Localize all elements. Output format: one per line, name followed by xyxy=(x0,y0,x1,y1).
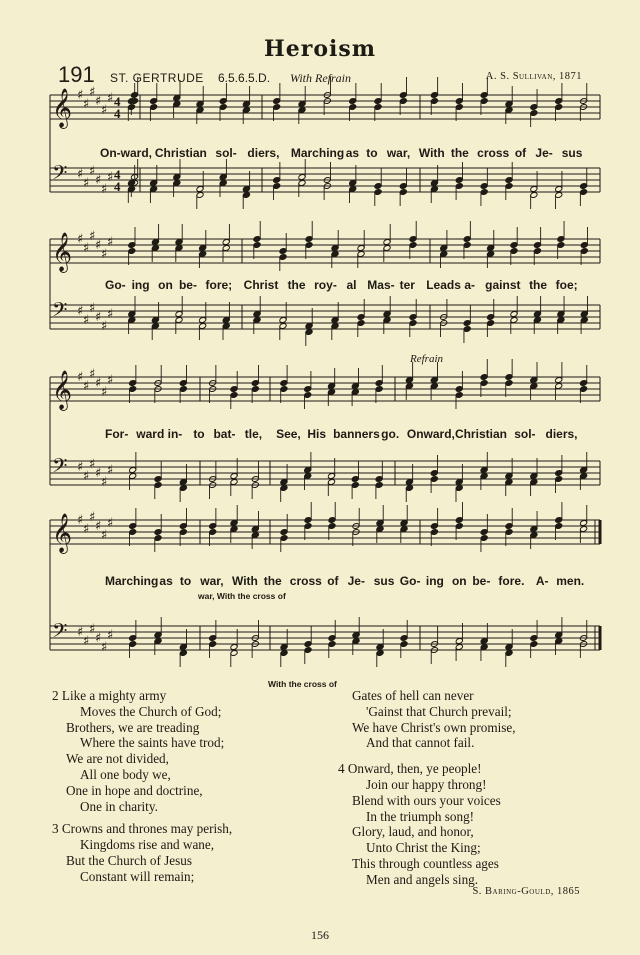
sharp-icon: ♯ xyxy=(77,88,84,103)
lyric-syllable: On-ward, xyxy=(100,146,153,160)
lyric-syllable: Je- xyxy=(347,574,365,588)
sharp-icon: ♯ xyxy=(101,319,108,334)
sharp-icon: ♯ xyxy=(89,622,96,637)
stanza xyxy=(52,688,232,814)
sharp-icon: ♯ xyxy=(107,307,114,322)
sharp-icon: ♯ xyxy=(107,463,114,478)
sharp-icon: ♯ xyxy=(77,232,84,247)
sharp-icon: ♯ xyxy=(101,385,108,400)
sharp-icon: ♯ xyxy=(101,247,108,262)
lyric-syllable: Leads xyxy=(426,278,461,292)
time-signature-top: 4 xyxy=(114,94,121,109)
lyric-syllable: the xyxy=(450,146,469,160)
sharp-icon: ♯ xyxy=(101,182,108,197)
stanza xyxy=(352,688,516,751)
lyric-syllable: roy- xyxy=(314,278,337,292)
lyric-syllable: Christian xyxy=(454,427,507,441)
lyric-syllable: sol- xyxy=(215,146,237,160)
lyric-syllable: ing xyxy=(131,278,150,292)
lyric-syllable: war, xyxy=(200,574,224,588)
verse-line: Men and angels sing. xyxy=(366,871,479,887)
lyric-syllable: of xyxy=(514,146,527,160)
hymn-number: 191 xyxy=(58,62,95,87)
lyric-syllable: Mas- xyxy=(367,278,395,292)
lyric-syllable: Christian xyxy=(154,146,207,160)
lyric-syllable: cross xyxy=(477,146,510,160)
lyric-line xyxy=(105,427,578,441)
verse-line: 4 Onward, then, ye people! xyxy=(338,761,482,777)
verse-line: But the Church of Jesus xyxy=(66,852,193,868)
tune-name: ST. GERTRUDE xyxy=(110,71,204,85)
lyric-syllable: banners xyxy=(333,427,380,441)
sharp-icon: ♯ xyxy=(95,631,102,646)
lyric-syllable: be- xyxy=(178,278,197,292)
verses-left-column xyxy=(52,688,233,890)
bass-clef-icon: 𝄢 xyxy=(52,298,68,326)
verse-line: In the triumph song! xyxy=(366,808,475,824)
refrain-note: With Refrain xyxy=(290,71,351,85)
lyric-syllable: to xyxy=(193,427,205,441)
lyric-syllable: the xyxy=(529,278,548,292)
sharp-icon: ♯ xyxy=(83,97,90,112)
sharp-icon: ♯ xyxy=(83,634,90,649)
sharp-icon: ♯ xyxy=(77,460,84,475)
lyric-syllable: ward xyxy=(136,427,165,441)
bass-cue-lyric: With the cross of xyxy=(268,679,337,689)
verse-line: Glory, laud, and honor, xyxy=(352,824,474,840)
verse-line: All one body we, xyxy=(80,766,171,782)
sharp-icon: ♯ xyxy=(95,519,102,534)
lyric-syllable: A- xyxy=(535,574,549,588)
verse-line: 2 Like a mighty army xyxy=(52,688,167,703)
lyric-syllable: Marching xyxy=(105,574,159,588)
lyric-syllable: as xyxy=(159,574,173,588)
sharp-icon: ♯ xyxy=(95,173,102,188)
sharp-icon: ♯ xyxy=(101,640,108,655)
lyric-line xyxy=(100,146,583,160)
sharp-icon: ♯ xyxy=(89,85,96,100)
lyric-syllable: ing xyxy=(425,574,444,588)
sharp-icon: ♯ xyxy=(101,475,108,490)
sharp-icon: ♯ xyxy=(83,176,90,191)
sharp-icon: ♯ xyxy=(83,469,90,484)
author-credit: S. Baring-Gould, 1865 xyxy=(472,886,580,897)
sharp-icon: ♯ xyxy=(95,238,102,253)
sharp-icon: ♯ xyxy=(95,310,102,325)
lyric-syllable: of xyxy=(327,574,339,588)
lyric-syllable: ter xyxy=(399,278,415,292)
page-number: 156 xyxy=(311,928,329,942)
sharp-icon: ♯ xyxy=(107,170,114,185)
refrain-label: Refrain xyxy=(410,353,443,365)
lyric-syllable: to xyxy=(179,574,192,588)
lyric-syllable: sol- xyxy=(514,427,536,441)
lyric-syllable: be- xyxy=(472,574,491,588)
verse-line: Constant will remain; xyxy=(80,868,195,884)
verse-line: Kingdoms rise and wane, xyxy=(80,837,215,853)
verse-line: And that cannot fail. xyxy=(366,735,475,751)
sharp-icon: ♯ xyxy=(89,367,96,382)
bass-clef-icon: 𝄢 xyxy=(52,161,68,189)
lyric-syllable: bat- xyxy=(213,427,236,441)
lyric-syllable: fore. xyxy=(498,574,525,588)
lyric-syllable: Je- xyxy=(535,146,553,160)
lyric-syllable: Go- xyxy=(399,574,421,588)
lyric-line xyxy=(105,574,584,588)
sharp-icon: ♯ xyxy=(107,235,114,250)
verse-line: One in charity. xyxy=(80,798,158,814)
sharp-icon: ♯ xyxy=(83,313,90,328)
verse-line: Moves the Church of God; xyxy=(80,703,222,719)
verses-right-column xyxy=(338,688,516,893)
treble-clef-icon: 𝄞 xyxy=(52,232,73,272)
treble-clef-icon: 𝄞 xyxy=(52,370,73,410)
sharp-icon: ♯ xyxy=(101,103,108,118)
lyric-syllable: to xyxy=(366,146,378,160)
verse-line: Blend with ours your voices xyxy=(352,792,501,808)
page-title: Heroism xyxy=(263,36,377,62)
sharp-icon: ♯ xyxy=(77,167,84,182)
lyric-syllable: foe; xyxy=(555,278,578,292)
sharp-icon: ♯ xyxy=(77,625,84,640)
lyric-syllable: For- xyxy=(105,427,129,441)
lyric-syllable: His xyxy=(307,427,327,441)
lyric-syllable: on xyxy=(158,278,173,292)
lyric-syllable: fore; xyxy=(205,278,233,292)
lyric-syllable: diers, xyxy=(545,427,578,441)
sharp-icon: ♯ xyxy=(107,628,114,643)
sharp-icon: ♯ xyxy=(89,229,96,244)
sharp-icon: ♯ xyxy=(101,528,108,543)
verse-line: Where the saints have trod; xyxy=(80,735,225,751)
lyric-syllable: cross xyxy=(289,574,322,588)
verse-line: Gates of hell can never xyxy=(352,688,474,703)
lyric-syllable: the xyxy=(263,574,282,588)
composer-credit: A. S. Sullivan, 1871 xyxy=(485,71,582,82)
treble-clef-icon: 𝄞 xyxy=(52,88,73,128)
lyric-syllable: diers, xyxy=(247,146,280,160)
lyric-syllable: gainst xyxy=(485,278,521,292)
lyric-syllable: the xyxy=(287,278,306,292)
verse-line: One in hope and doctrine, xyxy=(66,782,203,798)
verse-line: We have Christ's own promise, xyxy=(352,719,516,735)
verse-line: This through countless ages xyxy=(352,855,499,871)
sharp-icon: ♯ xyxy=(77,513,84,528)
lyric-syllable: war, xyxy=(386,146,411,160)
lyric-syllable: a- xyxy=(464,278,476,292)
sharp-icon: ♯ xyxy=(107,516,114,531)
time-signature-bottom: 4 xyxy=(114,106,121,121)
verse-line: Brothers, we are treading xyxy=(66,719,200,735)
lyric-syllable: With xyxy=(231,574,258,588)
sharp-icon: ♯ xyxy=(83,241,90,256)
lyric-syllable: Christ xyxy=(243,278,279,292)
lyric-syllable: Onward, xyxy=(406,427,455,441)
sharp-icon: ♯ xyxy=(83,379,90,394)
lyric-syllable: See, xyxy=(276,427,301,441)
verse-line: We are not divided, xyxy=(66,751,169,767)
treble-clef-icon: 𝄞 xyxy=(52,513,73,553)
bass-clef-icon: 𝄢 xyxy=(52,619,68,647)
lyric-line xyxy=(105,278,578,292)
sharp-icon: ♯ xyxy=(107,373,114,388)
verse-line: Unto Christ the King; xyxy=(366,840,481,856)
lyric-syllable: in- xyxy=(167,427,183,441)
sharp-icon: ♯ xyxy=(83,522,90,537)
lyric-syllable: men. xyxy=(556,574,585,588)
lyric-syllable: sus xyxy=(373,574,395,588)
time-signature-top: 4 xyxy=(114,167,121,182)
time-signature-bottom: 4 xyxy=(114,179,121,194)
sharp-icon: ♯ xyxy=(107,91,114,106)
meter: 6.5.6.5.D. xyxy=(218,71,271,85)
alternate-lyric: war, With the cross of xyxy=(198,591,286,601)
sharp-icon: ♯ xyxy=(77,370,84,385)
lyric-syllable: as xyxy=(345,146,360,160)
bass-clef-icon: 𝄢 xyxy=(52,454,68,482)
sharp-icon: ♯ xyxy=(89,301,96,316)
sharp-icon: ♯ xyxy=(95,466,102,481)
lyric-syllable: on xyxy=(451,574,467,588)
sharp-icon: ♯ xyxy=(95,94,102,109)
lyric-syllable: Marching xyxy=(290,146,345,160)
sharp-icon: ♯ xyxy=(95,376,102,391)
lyric-syllable: sus xyxy=(561,146,583,160)
stanza xyxy=(52,821,233,884)
verse-line: Join our happy throng! xyxy=(366,776,487,792)
lyric-syllable: With xyxy=(418,146,445,160)
sharp-icon: ♯ xyxy=(89,510,96,525)
sharp-icon: ♯ xyxy=(89,457,96,472)
lyric-syllable: al xyxy=(346,278,357,292)
verse-line: 3 Crowns and thrones may perish, xyxy=(52,821,233,837)
lyric-syllable: tle, xyxy=(244,427,263,441)
verse-line: 'Gainst that Church prevail; xyxy=(366,703,512,719)
sharp-icon: ♯ xyxy=(77,304,84,319)
sharp-icon: ♯ xyxy=(89,164,96,179)
stanza xyxy=(338,761,516,887)
lyric-syllable: Go- xyxy=(105,278,126,292)
lyric-syllable: go. xyxy=(381,427,400,441)
